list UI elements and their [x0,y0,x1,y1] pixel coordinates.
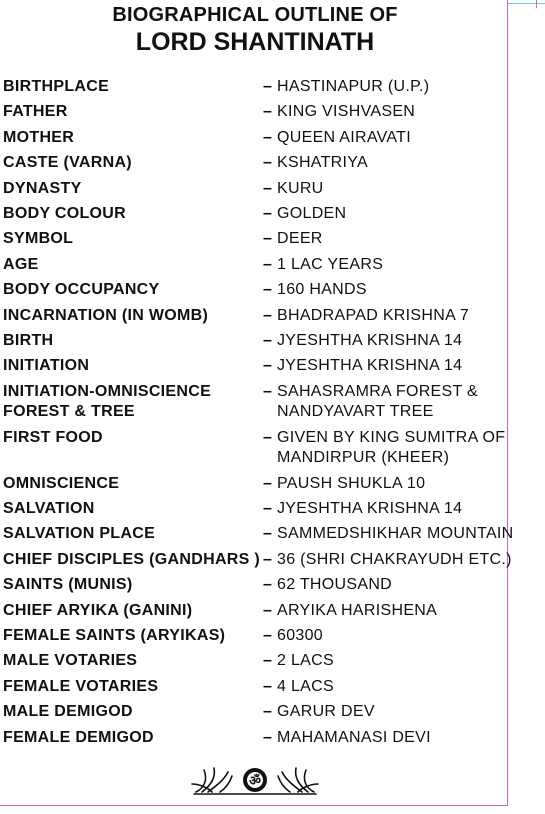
row-label: BIRTH [3,331,54,349]
row-separator: – [263,525,272,543]
row-label: CHIEF DISCIPLES (GANDHARS ) [3,550,260,568]
svg-text:ॐ: ॐ [249,774,261,789]
row-label: MOTHER [3,128,75,146]
outline-row [3,128,508,153]
row-label: OMNISCIENCE [3,474,120,492]
title-block [0,4,510,58]
row-label: CASTE (VARNA) [3,154,132,172]
row-value: 1 LAC YEARS [277,255,384,273]
outline-row [3,601,508,626]
outline-row [3,153,508,178]
outline-row [3,356,508,381]
row-separator: – [263,154,272,172]
row-label: AGE [3,255,39,273]
row-label: FEMALE VOTARIES [3,677,159,695]
row-label: SALVATION [3,500,95,518]
row-value: HASTINAPUR (U.P.) [277,78,430,95]
row-label: FATHER [3,103,68,121]
row-label: MALE DEMIGOD [3,703,133,721]
row-label: CHIEF ARYIKA (GANINI) [3,601,193,619]
row-value: SAHASRAMRA FOREST & NANDYAVART TREE [277,382,479,420]
row-separator: – [263,306,272,324]
row-label: FEMALE SAINTS (ARYIKAS) [3,627,226,645]
row-separator: – [263,550,272,568]
row-value: JYESHTHA KRISHNA 14 [277,500,463,518]
row-label: FIRST FOOD [3,428,103,446]
bottom-margin-guide [0,805,508,806]
row-label: SALVATION PLACE [3,525,156,543]
outline-row [3,382,508,428]
row-value: 36 (SHRI CHAKRAYUDH ETC.) [277,550,512,568]
row-separator: – [263,382,272,400]
row-separator: – [263,677,272,695]
title-line-1: BIOGRAPHICAL OUTLINE OF [112,4,398,26]
row-separator: – [263,255,272,273]
row-value: ARYIKA HARISHENA [277,601,438,619]
row-separator: – [263,474,272,492]
row-value: 4 LACS [277,677,334,695]
row-value: GOLDEN [277,204,347,222]
row-separator: – [263,500,272,518]
row-value: 2 LACS [277,652,334,670]
row-separator: – [263,331,272,349]
row-label: FEMALE DEMIGOD [3,728,154,746]
outline-row [3,728,508,753]
row-label: BODY OCCUPANCY [3,281,160,299]
outline-row [3,651,508,676]
outline-row [3,280,508,305]
row-value: MAHAMANASI DEVI [277,728,431,746]
outline-row [3,179,508,204]
row-separator: – [263,703,272,721]
row-label: INITIATION-OMNISCIENCE FOREST & TREE [3,382,212,420]
row-label: INITIATION [3,357,90,375]
page-title: LORD SHANTINATH [135,28,375,56]
row-value: KING VISHVASEN [277,103,416,121]
outline-row [3,102,508,127]
row-separator: – [263,728,272,746]
row-value: QUEEN AIRAVATI [277,128,412,146]
row-separator: – [263,652,272,670]
row-value: KSHATRIYA [277,154,369,172]
row-separator: – [263,128,272,146]
outline-row [3,550,512,575]
outline-row [3,77,508,102]
row-label: SAINTS (MUNIS) [3,576,133,594]
row-label: BODY COLOUR [3,204,127,222]
outline-row [3,229,508,254]
row-label: INCARNATION (IN WOMB) [3,306,209,324]
row-separator: – [263,627,272,645]
row-label: DYNASTY [3,179,82,197]
row-separator: – [263,204,272,222]
row-value: PAUSH SHUKLA 10 [277,474,426,492]
outline-row [3,331,508,356]
outline-row [3,204,508,229]
row-separator: – [263,103,272,121]
row-value: 62 THOUSAND [277,576,393,594]
row-label: MALE VOTARIES [3,652,138,670]
row-label: BIRTHPLACE [3,78,110,95]
outline-row [3,474,508,499]
row-value: JYESHTHA KRISHNA 14 [277,357,463,375]
row-value: BHADRAPAD KRISHNA 7 [277,306,470,324]
row-separator: – [263,78,272,95]
row-separator: – [263,428,272,446]
row-separator: – [263,179,272,197]
row-value: SAMMEDSHIKHAR MOUNTAIN [277,525,514,543]
bleed-guide [536,0,537,8]
row-value: 60300 [277,627,323,645]
outline-row [3,306,508,331]
om-floral-ornament-icon [190,764,320,796]
outline-table [3,77,514,753]
row-value: 160 HANDS [277,281,367,299]
row-value: DEER [277,230,323,248]
outline-row [3,626,508,651]
row-separator: – [263,601,272,619]
row-value: JYESHTHA KRISHNA 14 [277,331,463,349]
outline-row [3,702,508,727]
outline-row [3,428,508,474]
row-value: GIVEN BY KING SUMITRA OF MANDIRPUR (KHEER) [277,428,506,466]
row-separator: – [263,357,272,375]
outline-row [3,575,508,600]
row-label: SYMBOL [3,230,74,248]
row-value: GARUR DEV [277,703,375,721]
row-separator: – [263,230,272,248]
outline-row [3,499,508,524]
outline-row [3,677,508,702]
row-separator: – [263,576,272,594]
top-guide-line [508,3,545,4]
outline-row [3,524,514,549]
outline-row [3,255,508,280]
row-value: KURU [277,179,324,197]
row-separator: – [263,281,272,299]
